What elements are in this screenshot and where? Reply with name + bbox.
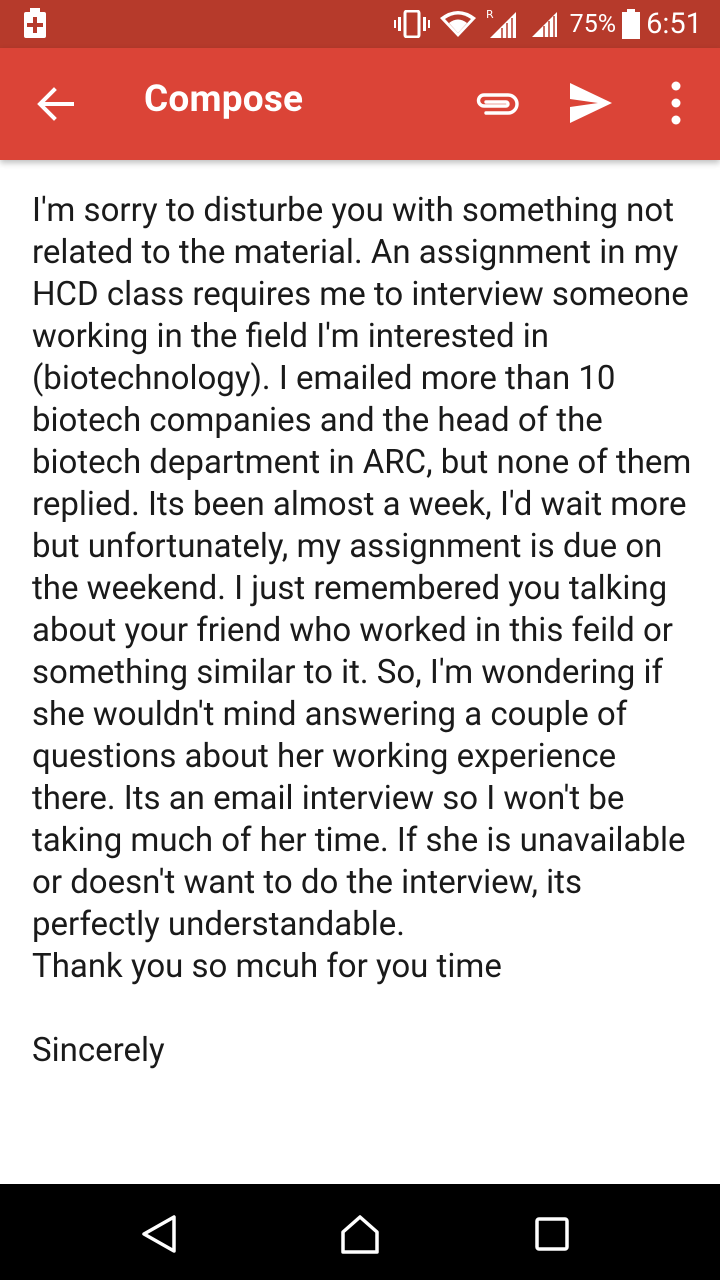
compose-body-area[interactable] bbox=[0, 160, 720, 1184]
status-icons bbox=[394, 0, 702, 48]
back-arrow-icon[interactable] bbox=[36, 84, 76, 124]
wifi-icon bbox=[440, 10, 476, 38]
clock: 6:51 bbox=[646, 7, 702, 41]
nav-recents-icon[interactable] bbox=[532, 1214, 572, 1254]
more-vert-icon[interactable] bbox=[664, 80, 688, 126]
battery-percent: 75% bbox=[569, 9, 617, 39]
cell-signal-roaming-icon bbox=[486, 8, 520, 40]
svg-text:R: R bbox=[485, 8, 494, 21]
compose-app-bar bbox=[0, 48, 720, 160]
attach-icon[interactable] bbox=[472, 86, 520, 122]
battery-icon bbox=[622, 9, 640, 39]
battery-saver-icon bbox=[22, 8, 48, 38]
page-title: Compose bbox=[144, 78, 304, 121]
cell-signal-icon bbox=[530, 10, 560, 38]
vibrate-icon bbox=[394, 10, 430, 38]
status-bar bbox=[0, 0, 720, 48]
nav-back-icon[interactable] bbox=[140, 1214, 180, 1254]
send-icon[interactable] bbox=[568, 81, 614, 125]
message-body[interactable]: I'm sorry to disturbe you with something not related to the material. An assignment in my HCD class requires me to interview someone working in the field I'm interested in (biotechnology). I emailed more than 10 biotech companies and the head of the biotech department in ARC, but none of them replied. Its been almost a week, I'd wait more but unfortunately, my assignment is due on the weekend. I just remembered you talking about your friend who worked in this feild or something similar to it. So, I'm wondering if she wouldn't mind answering a couple of questions about her working experience there. Its an email interview so I won't be taking much of her time. If she is unavailable or doesn't want to do the interview, its perfectly understandable. Thank you so mcuh for you time Sincerely bbox=[32, 191, 692, 1070]
nav-home-icon[interactable] bbox=[340, 1214, 380, 1254]
navigation-bar bbox=[0, 1184, 720, 1280]
